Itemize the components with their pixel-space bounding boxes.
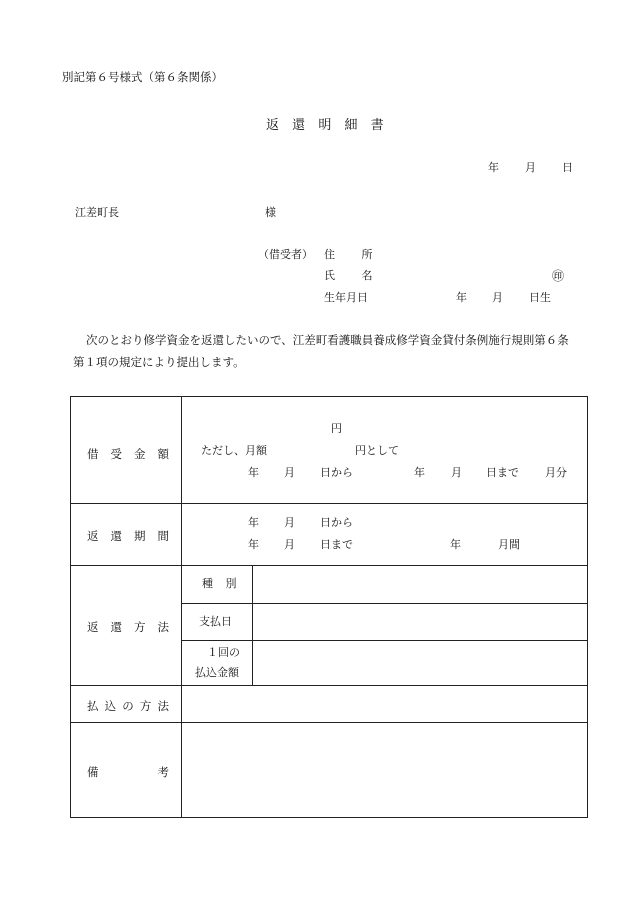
title-char: 書 bbox=[370, 118, 384, 133]
period-to-year: 年 bbox=[248, 538, 259, 551]
address-label-char: 住 bbox=[324, 248, 335, 261]
label-char: 払 bbox=[87, 699, 99, 713]
label-char: 備 bbox=[87, 765, 99, 779]
label-char: 期 bbox=[134, 529, 146, 543]
loan-from-year: 年 bbox=[248, 466, 259, 479]
loan-from-day: 日から bbox=[320, 466, 353, 479]
label-char: 金 bbox=[134, 447, 146, 461]
title-char: 返 bbox=[266, 118, 280, 133]
seal-mark: ㊞ bbox=[552, 269, 565, 283]
period-to-month: 月 bbox=[284, 538, 295, 551]
loan-to-year: 年 bbox=[414, 466, 425, 479]
title-char: 還 bbox=[292, 118, 306, 133]
label-char: 返 bbox=[87, 529, 99, 543]
sub-row-divider bbox=[181, 603, 587, 604]
birthdate-year-unit: 年 bbox=[456, 291, 467, 304]
sub-row-divider bbox=[181, 640, 587, 641]
loan-amount-label bbox=[87, 446, 169, 462]
label-char: 込 bbox=[104, 699, 117, 713]
addressee-name: 江差町長 bbox=[75, 206, 119, 219]
form-table bbox=[70, 396, 588, 818]
payment-date-label: 支払日 bbox=[199, 615, 232, 628]
document-title bbox=[266, 119, 384, 132]
name-label-char: 名 bbox=[361, 269, 373, 282]
label-char: 方 bbox=[139, 699, 152, 713]
label-column-divider bbox=[181, 397, 182, 817]
remarks-label bbox=[87, 764, 169, 780]
label-char: 額 bbox=[157, 447, 169, 461]
date-month-unit: 月 bbox=[525, 161, 536, 174]
repayment-method-label bbox=[87, 619, 169, 635]
row-divider bbox=[71, 685, 587, 686]
label-char: 還 bbox=[110, 620, 122, 634]
date-year-unit: 年 bbox=[488, 161, 499, 174]
title-char: 明 bbox=[318, 118, 332, 133]
installment-label-line2: 払込金額 bbox=[195, 666, 239, 679]
label-char: 受 bbox=[110, 447, 122, 461]
period-from-year: 年 bbox=[248, 516, 259, 529]
period-from-month: 月 bbox=[284, 516, 295, 529]
form-reference: 別記第６号様式（第６条関係） bbox=[62, 70, 223, 84]
period-to-day: 日まで bbox=[320, 538, 353, 551]
monthly-amount-prefix: ただし、月額 bbox=[201, 444, 267, 457]
address-label-char: 所 bbox=[361, 248, 373, 261]
date-day-unit: 日 bbox=[562, 161, 573, 174]
title-char: 細 bbox=[344, 118, 358, 133]
label-char: 返 bbox=[87, 620, 99, 634]
address-label bbox=[324, 249, 373, 260]
monthly-amount-suffix: 円として bbox=[355, 444, 399, 457]
borrower-role-label: （借受者） bbox=[258, 248, 313, 261]
label-char: 方 bbox=[134, 620, 146, 634]
label-char: 還 bbox=[110, 529, 122, 543]
birthdate-day-unit: 日生 bbox=[529, 291, 551, 304]
addressee-honorific: 様 bbox=[265, 206, 276, 219]
period-duration-months: 月間 bbox=[498, 538, 520, 551]
label-char: の bbox=[122, 699, 134, 713]
type-label bbox=[202, 578, 237, 589]
label-char: 種 bbox=[202, 577, 213, 590]
row-divider bbox=[71, 722, 587, 723]
label-char: 間 bbox=[157, 529, 169, 543]
loan-months-unit: 月分 bbox=[545, 466, 567, 479]
loan-yen-unit: 円 bbox=[331, 422, 342, 435]
birthdate-label: 生年月日 bbox=[324, 291, 368, 304]
label-char: 借 bbox=[87, 447, 99, 461]
row-divider bbox=[71, 503, 587, 504]
loan-from-month: 月 bbox=[284, 466, 295, 479]
payment-method-label bbox=[87, 698, 169, 714]
installment-label-line1: １回の bbox=[207, 646, 240, 659]
name-label bbox=[324, 270, 373, 281]
repayment-period-label bbox=[87, 528, 169, 544]
label-char: 別 bbox=[225, 577, 237, 590]
loan-to-month: 月 bbox=[451, 466, 462, 479]
body-text-line2: 第１項の規定により提出します。 bbox=[73, 355, 245, 369]
body-text-line1: 次のとおり修学資金を返還したいので、江差町看護職員養成修学資金貸付条例施行規則第６条 bbox=[86, 333, 569, 347]
period-from-day: 日から bbox=[320, 516, 353, 529]
label-char: 法 bbox=[157, 620, 169, 634]
period-duration-year: 年 bbox=[450, 538, 461, 551]
sub-label-divider bbox=[252, 565, 253, 685]
row-divider bbox=[71, 565, 587, 566]
label-char: 法 bbox=[157, 699, 169, 713]
birthdate-month-unit: 月 bbox=[492, 291, 503, 304]
loan-to-day: 日まで bbox=[486, 466, 519, 479]
label-char: 考 bbox=[157, 765, 169, 779]
name-label-char: 氏 bbox=[324, 269, 335, 282]
